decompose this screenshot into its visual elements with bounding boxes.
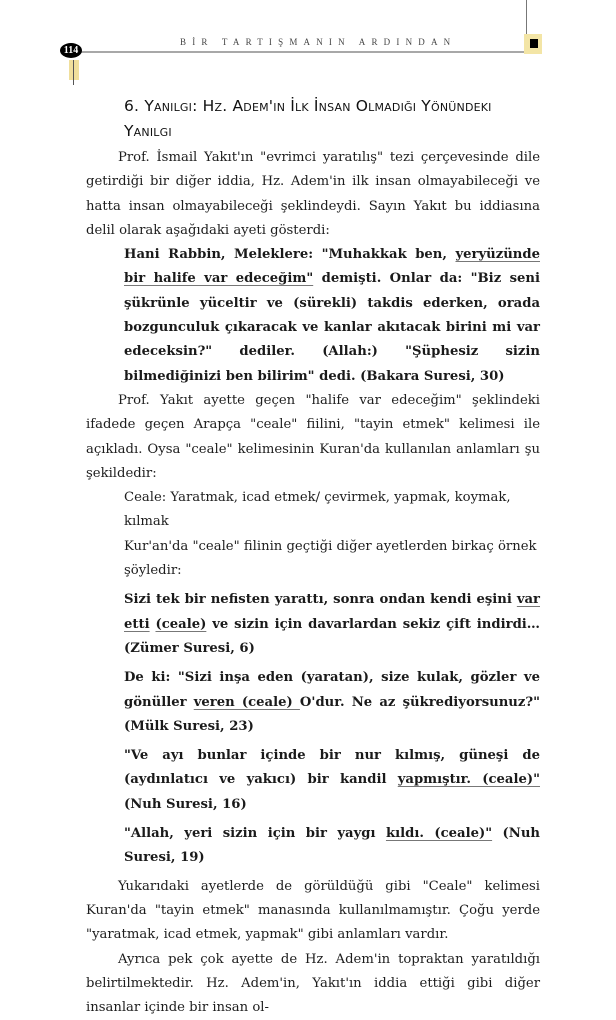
header-rule	[78, 51, 530, 53]
quote-text: "Allah, yeri sizin için bir yaygı	[124, 826, 386, 841]
paragraph-adem-soil: Ayrıca pek çok ayette de Hz. Adem'in topraktan yaratıldığı belirtilmektedir. Hz. Adem'in, Yakıt'ın iddia ettiği gibi diğer insanlar içinde bir insan ol-	[86, 948, 540, 1020]
quote-text: Sizi tek bir nefisten yarattı, sonra ondan kendi eşini	[124, 592, 517, 607]
page-number: 114	[60, 43, 82, 58]
paragraph-intro: Prof. İsmail Yakıt'ın "evrimci yaratılış" tezi çerçevesinde dile getirdiği bir diğer iddia, Hz. Adem'in ilk insan olmayabileceği ve hatta insan olmayabileceği şeklindeydi. Sayın Yakıt bu iddiasına delil olarak aşağıdaki ayeti gösterdi:	[86, 146, 540, 243]
quote-nuh-16	[124, 744, 540, 817]
quote-text: (Nuh Suresi, 19)	[124, 826, 540, 865]
quote-underlined-phrase: yapmıştır. (ceale)"	[398, 772, 540, 787]
quote-text: O'dur. Ne az şükrediyorsunuz?" (Mülk Suresi, 23)	[124, 695, 540, 734]
quote-underlined-phrase: yeryüzünde bir halife var edeceğim"	[124, 247, 540, 286]
running-head: BİR TARTIŞMANIN ARDINDAN	[180, 37, 450, 47]
quote-zumer-6	[124, 588, 540, 661]
paragraph-conclusion: Yukarıdaki ayetlerde de görüldüğü gibi "Ceale" kelimesi Kuran'da "tayin etmek" manasında kullanılmamıştır. Çoğu yerde "yaratmak, icad etmek, yapmak" gibi anlamları vardır.	[86, 875, 540, 948]
corner-marker-icon	[524, 34, 542, 54]
quote-underlined-phrase: kıldı. (ceale)"	[386, 826, 492, 841]
quote-underlined-phrase: veren (ceale)	[194, 695, 300, 710]
quote-text: Hani Rabbin, Meleklere: "Muhakkak ben,	[124, 247, 455, 262]
page-marker-stem	[69, 60, 79, 80]
quote-underlined-phrase: (ceale)	[155, 617, 206, 632]
black-square-icon	[530, 39, 538, 48]
quote-nuh-19	[124, 822, 540, 871]
quote-text: "Ve ayı bunlar içinde bir nur kılmış, güneşi de (aydınlatıcı ve yakıcı) bir kandil	[124, 748, 540, 787]
quote-text: ve sizin için davarlardan sekiz çift indirdi… (Zümer Suresi, 6)	[124, 617, 540, 656]
quote-text: (Nuh Suresi, 16)	[124, 797, 247, 812]
examples-intro: Kur'an'da "ceale" filinin geçtiği diğer ayetlerden birkaç örnek şöyledir:	[124, 535, 540, 584]
quote-bakara-30	[124, 243, 540, 389]
section-title: 6. Yanılgı: Hz. Adem'in İlk İnsan Olmadığı Yönündeki Yanılgı	[124, 94, 540, 144]
paragraph-ceale-explanation: Prof. Yakıt ayette geçen "halife var edeceğim" şeklindeki ifadede geçen Arapça "ceale" fiilini, "tayin etmek" kelimesi ile açıkladı. Oysa "ceale" kelimesinin Kuran'da kullanılan anlamları şu şekildedir:	[86, 389, 540, 486]
quote-text: demişti. Onlar da: "Biz seni şükrünle yüceltir ve (sürekli) takdis ederken, orada bozgunculuk çıkaracak ve kanlar akıtacak birini mi var edeceksin?" dediler. (Allah:) "Şüphesiz sizin bilmediğinizi ben bilirim" dedi. (Bakara Suresi, 30)	[124, 271, 540, 383]
ceale-meanings: Ceale: Yaratmak, icad etmek/ çevirmek, yapmak, koymak, kılmak	[124, 486, 540, 535]
page-content	[86, 94, 540, 1020]
quote-underlined-phrase: var etti	[124, 592, 540, 631]
quote-text: De ki: "Sizi inşa eden (yaratan), size kulak, gözler ve gönüller	[124, 670, 540, 709]
quote-mulk-23	[124, 666, 540, 739]
